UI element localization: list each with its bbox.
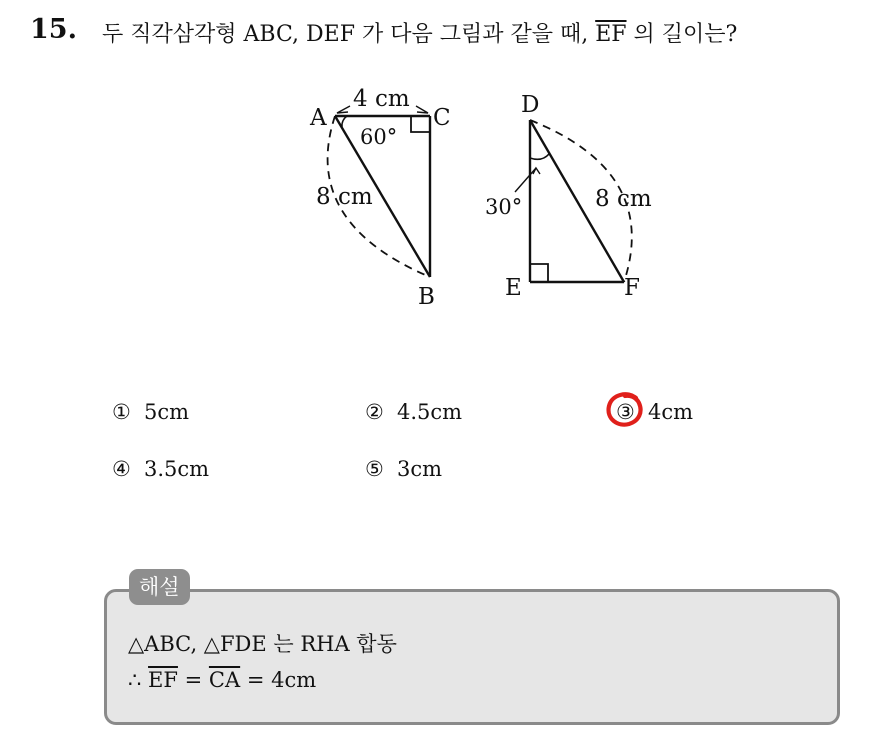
solution-line-2 <box>128 668 316 692</box>
choice-3-mark: ③ <box>616 400 635 424</box>
choice-5[interactable] <box>365 457 442 481</box>
choice-3-text: 4cm <box>648 400 694 424</box>
question-text <box>102 17 737 48</box>
choice-2-mark: ② <box>365 400 384 424</box>
choice-4-mark: ④ <box>112 457 131 481</box>
vertex-label-d: D <box>521 92 540 118</box>
question-segment: $\overline{EF}$ <box>595 22 627 47</box>
vertex-label-e: E <box>505 275 522 301</box>
solution-label: 해설 <box>129 569 190 605</box>
question-text-after: 의 길이는? <box>626 22 738 47</box>
choice-1-mark: ① <box>112 400 131 424</box>
choice-1-text: 5cm <box>144 400 190 424</box>
solution-line-1: △ABC, △FDE 는 RHA 합동 <box>128 632 397 656</box>
question-text-before: 두 직각삼각형 ABC, DEF 가 다음 그림과 같을 때, <box>102 22 596 47</box>
choice-2[interactable] <box>365 400 462 424</box>
choice-5-text: 3cm <box>397 457 443 481</box>
choice-1[interactable] <box>112 400 189 424</box>
choice-2-text: 4.5cm <box>397 400 463 424</box>
vertex-label-b: B <box>418 284 435 310</box>
angle-label-d: 30° <box>485 195 523 219</box>
angle-label-a: 60° <box>360 125 398 149</box>
choice-5-mark: ⑤ <box>365 457 384 481</box>
choice-4[interactable] <box>112 457 209 481</box>
question-number: 15. <box>30 14 77 45</box>
solution-segment-ef: $\overline{EF}$ <box>148 668 178 692</box>
vertex-label-c: C <box>433 105 451 131</box>
solution-therefore: ∴ <box>128 668 149 692</box>
solution-segment-ca: $\overline{CA}$ <box>208 668 241 692</box>
side-label-ac: 4 cm <box>353 86 410 112</box>
choice-4-text: 3.5cm <box>144 457 210 481</box>
answer-circle-mark <box>606 392 644 428</box>
hypotenuse-label-ab: 8 cm <box>316 184 373 210</box>
hypotenuse-label-df: 8 cm <box>595 186 652 212</box>
solution-equals-2: = 4cm <box>240 668 317 692</box>
solution-equals-1: = <box>177 668 209 692</box>
vertex-label-f: F <box>624 275 640 301</box>
vertex-label-a: A <box>310 105 327 131</box>
triangles-figure <box>290 82 670 317</box>
